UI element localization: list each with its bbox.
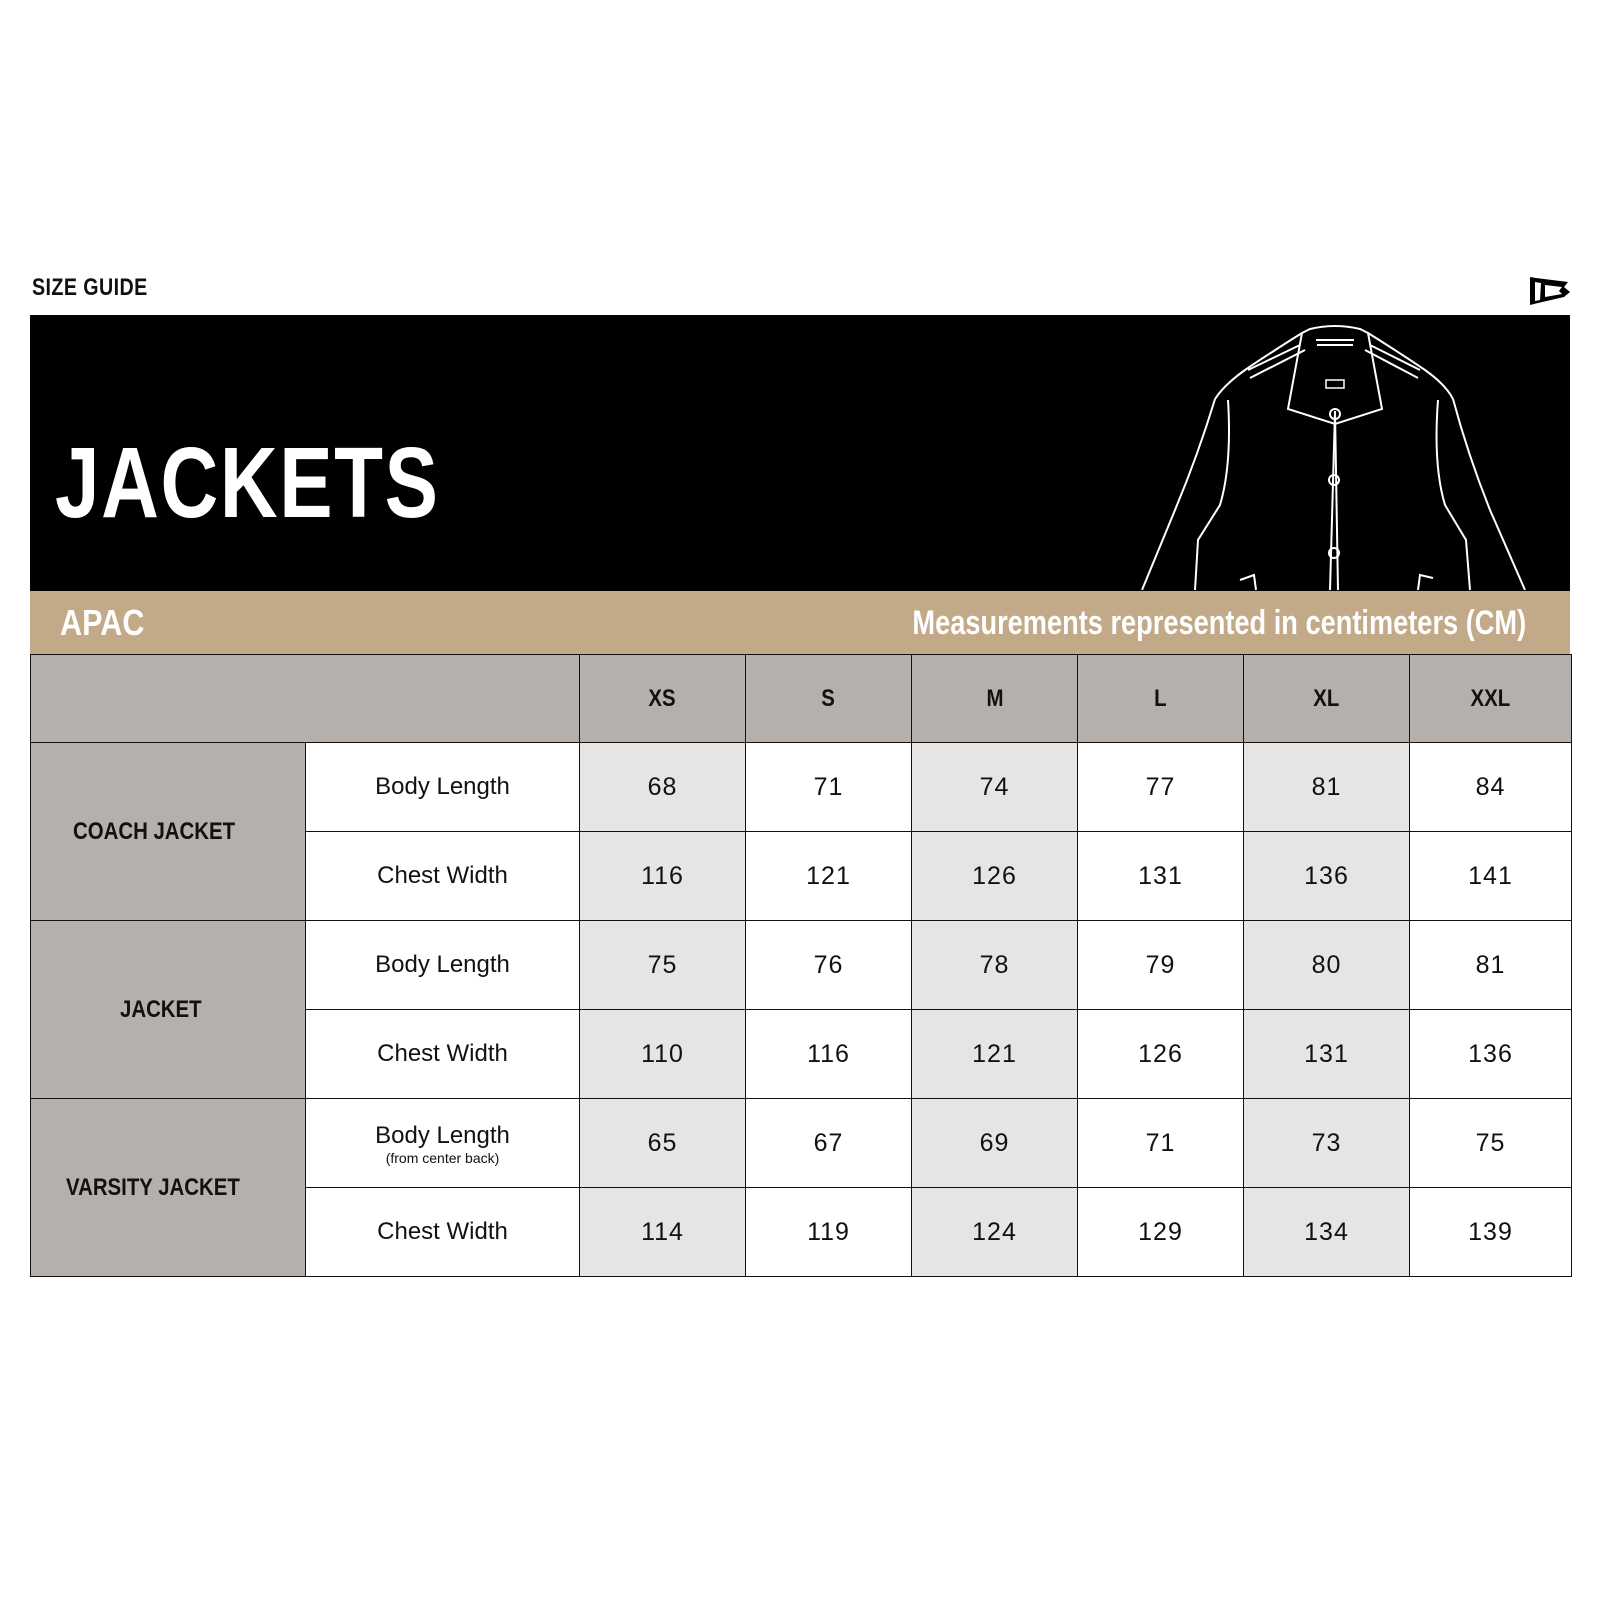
value-cell: 75: [580, 921, 746, 1010]
size-header-row: [31, 655, 1572, 743]
value-cell: 73: [1244, 1099, 1410, 1188]
category-banner: [30, 315, 1570, 590]
measure-cell: Chest Width: [306, 832, 580, 921]
table-row: [31, 1099, 1572, 1188]
value-cell: 131: [1244, 1010, 1410, 1099]
product-cell: COACH JACKET: [31, 743, 306, 921]
value-cell: 114: [580, 1188, 746, 1277]
value-cell: 110: [580, 1010, 746, 1099]
value-cell: 69: [912, 1099, 1078, 1188]
value-cell: 129: [1078, 1188, 1244, 1277]
size-guide-label: SIZE GUIDE: [32, 274, 148, 301]
product-cell: JACKET: [31, 921, 306, 1099]
category-title: JACKETS: [55, 427, 440, 539]
value-cell: 131: [1078, 832, 1244, 921]
size-chart-table: [30, 654, 1572, 1277]
table-row: [31, 743, 1572, 832]
size-header-cell: XL: [1244, 655, 1410, 743]
region-bar: [30, 590, 1570, 655]
value-cell: 136: [1410, 1010, 1572, 1099]
value-cell: 141: [1410, 832, 1572, 921]
value-cell: 65: [580, 1099, 746, 1188]
value-cell: 79: [1078, 921, 1244, 1010]
size-header-cell: M: [912, 655, 1078, 743]
value-cell: 71: [746, 743, 912, 832]
value-cell: 81: [1410, 921, 1572, 1010]
new-era-flag-icon: [1528, 274, 1572, 308]
value-cell: 71: [1078, 1099, 1244, 1188]
value-cell: 67: [746, 1099, 912, 1188]
value-cell: 80: [1244, 921, 1410, 1010]
value-cell: 68: [580, 743, 746, 832]
value-cell: 124: [912, 1188, 1078, 1277]
size-header-cell: XXL: [1410, 655, 1572, 743]
value-cell: 116: [746, 1010, 912, 1099]
value-cell: 78: [912, 921, 1078, 1010]
measure-cell: Body Length (from center back): [306, 1099, 580, 1188]
value-cell: 75: [1410, 1099, 1572, 1188]
value-cell: 136: [1244, 832, 1410, 921]
measure-note: (from center back): [385, 1149, 500, 1166]
region-label: APAC: [60, 602, 145, 643]
measure-cell: Chest Width: [306, 1010, 580, 1099]
value-cell: 121: [912, 1010, 1078, 1099]
value-cell: 119: [746, 1188, 912, 1277]
measure-cell: Body Length: [306, 921, 580, 1010]
value-cell: 121: [746, 832, 912, 921]
product-cell: VARSITY JACKET: [31, 1099, 306, 1277]
table-row: [31, 921, 1572, 1010]
value-cell: 126: [1078, 1010, 1244, 1099]
value-cell: 77: [1078, 743, 1244, 832]
header-blank-cell: [31, 655, 580, 743]
value-cell: 81: [1244, 743, 1410, 832]
value-cell: 84: [1410, 743, 1572, 832]
units-note: Measurements represented in centimeters (CM): [912, 604, 1526, 642]
value-cell: 74: [912, 743, 1078, 832]
coach-jacket-outline-icon: [1120, 315, 1560, 590]
value-cell: 126: [912, 832, 1078, 921]
measure-cell: Body Length: [306, 743, 580, 832]
size-header-cell: S: [746, 655, 912, 743]
value-cell: 139: [1410, 1188, 1572, 1277]
value-cell: 76: [746, 921, 912, 1010]
measure-cell: Chest Width: [306, 1188, 580, 1277]
value-cell: 116: [580, 832, 746, 921]
size-header-cell: L: [1078, 655, 1244, 743]
size-header-cell: XS: [580, 655, 746, 743]
value-cell: 134: [1244, 1188, 1410, 1277]
